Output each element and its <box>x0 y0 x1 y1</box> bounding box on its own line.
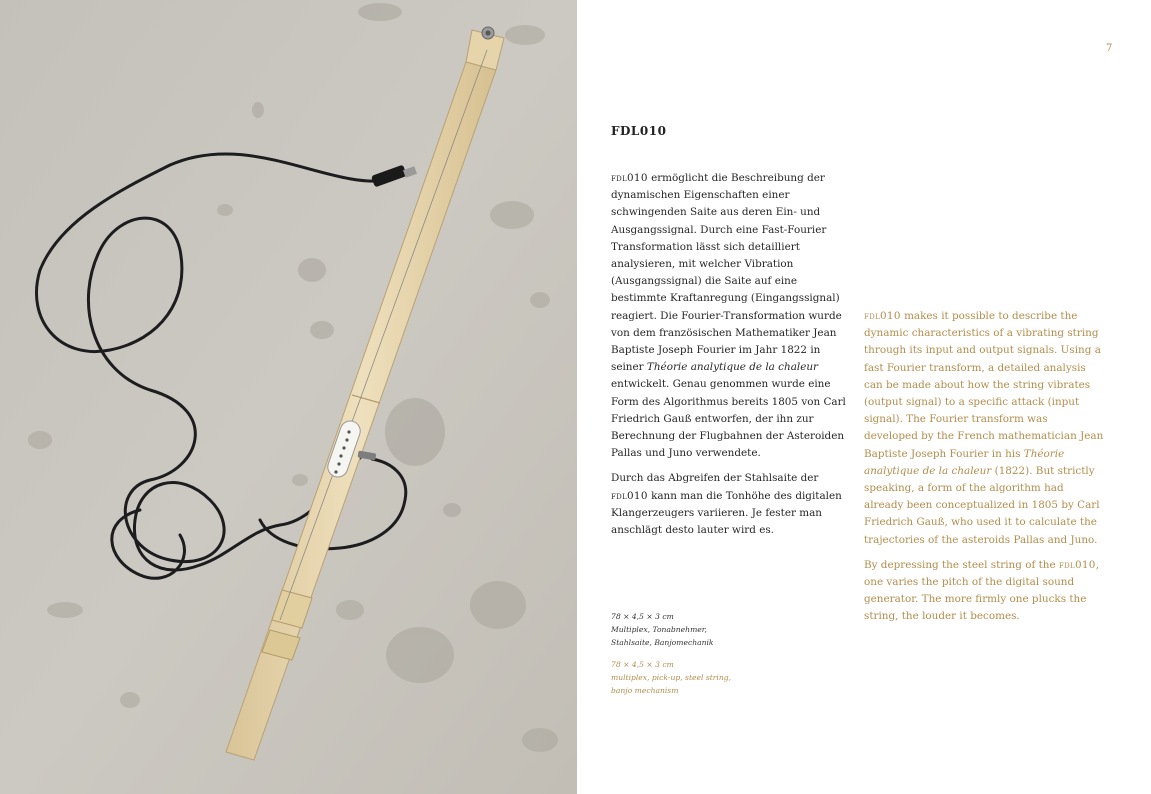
caption-english-materials-2: banjo mechanism <box>611 685 679 695</box>
german-text <box>611 170 847 547</box>
english-lead-name: fdl010 <box>864 310 901 322</box>
caption-german-materials-2: Stahlsaite, Banjomechanik <box>611 637 714 647</box>
english-p2-text-a: By depressing the steel string of the <box>864 558 1059 571</box>
english-p2-name: fdl010 <box>1058 558 1096 571</box>
caption-german-materials-1: Multiplex, Tonabnehmer, <box>611 624 707 634</box>
german-p1-text-b: entwickelt. Genau genommen wurde eine Form des Algorithmus bereits 1805 von Carl Friedrich Gauß entworfen, der ihn zur Berechnung der Flugbahnen der Asteroiden Pallas und Juno verwendete. <box>611 378 846 460</box>
caption-german <box>611 611 831 649</box>
caption-english-dimensions: 78 × 4,5 × 3 cm <box>611 660 674 669</box>
page-title: FDL010 <box>611 124 667 138</box>
english-p2-text-b: , one varies the pitch of the digital sound generator. The more firmly one plucks the string, the louder it becomes. <box>864 558 1100 623</box>
german-p2-text-b: kann man die Tonhöhe des digitalen Klangerzeugers variieren. Je fester man anschlägt desto lauter wird es. <box>611 489 842 537</box>
page-number: 7 <box>1106 43 1113 54</box>
caption-english <box>611 659 831 697</box>
english-paragraph-1 <box>864 308 1104 549</box>
german-lead-name: fdl010 <box>611 172 648 184</box>
english-p1-text-a: makes it possible to describe the dynamic characteristics of a vibrating string through its input and output signals. Using a fast Fourier transform, a detailed analysis can be made about how the string vibrates (output signal) to a specific attack (input signal). The Fourier transform was developed by the French mathematician Jean Baptiste Joseph Fourier in his <box>864 310 1104 460</box>
german-paragraph-1 <box>611 170 847 462</box>
german-p2-text-a: Durch das Abgreifen der Stahlsaite der <box>611 472 819 485</box>
caption-german-dimensions: 78 × 4,5 × 3 cm <box>611 612 674 621</box>
german-paragraph-2 <box>611 470 847 539</box>
caption-english-materials-1: multiplex, pick-up, steel string, <box>611 672 732 682</box>
german-p1-text-a: ermöglicht die Beschreibung der dynamischen Eigenschaften einer schwingenden Saite aus deren Ein- und Ausgangssignal. Durch eine Fast-Fourier Transformation lässt sich detailliert analysieren, mit welcher Vibration (Ausgangssignal) die Saite auf eine bestimmte Kraftanregung (Eingangssignal) reagiert. Die Fourier-Transformation wurde von dem französischen Mathematiker Jean Baptiste Joseph Fourier im Jahr 1822 in seiner <box>611 172 842 374</box>
english-p1-text-b: (1822). But strictly speaking, a form of the algorithm had already been conceptualized in 1805 by Carl Friedrich Gauß, who used it to calculate the trajectories of the asteroids Pallas and Juno. <box>864 464 1100 546</box>
english-paragraph-2 <box>864 557 1104 626</box>
german-book-title: Théorie analytique de la chaleur <box>646 361 819 374</box>
german-p2-name: fdl010 <box>611 489 648 502</box>
english-text <box>864 308 1104 634</box>
english-book-title: Théorie analytique de la chaleur <box>864 447 1065 477</box>
